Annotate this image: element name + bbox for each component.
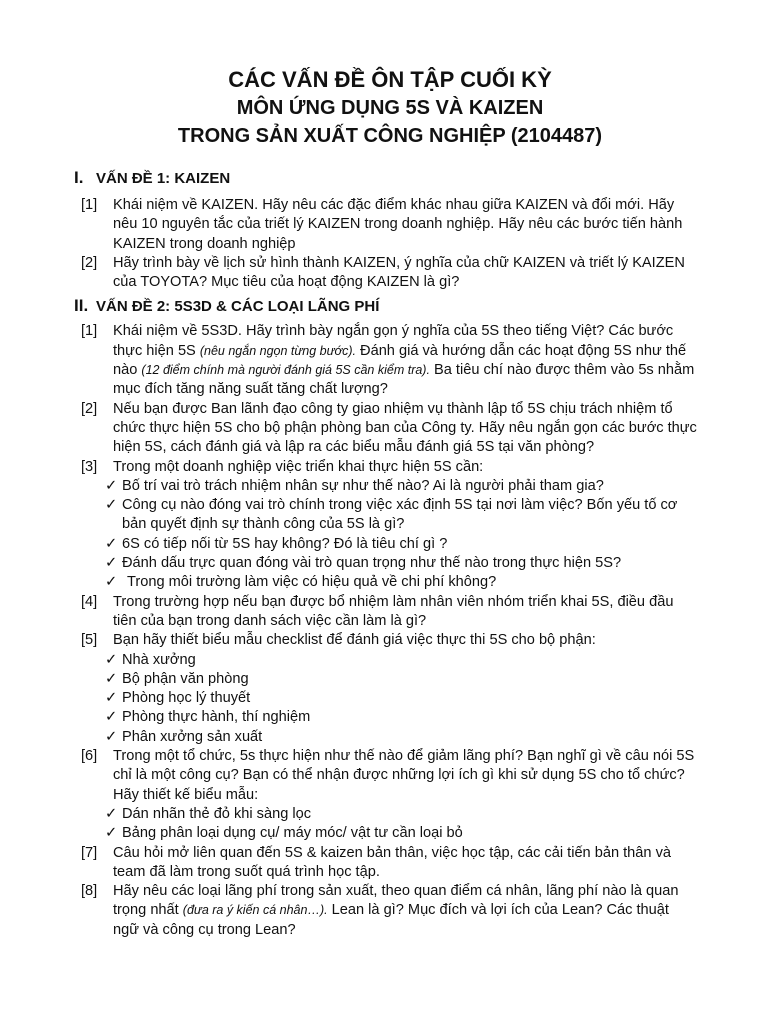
checklist-item [105, 805, 698, 824]
checklist-item [105, 708, 698, 727]
question-number: [7] [81, 844, 98, 861]
check-icon: ✓ [105, 651, 118, 668]
question-number: [4] [81, 593, 98, 610]
check-icon: ✓ [105, 690, 118, 707]
checklist-text: Dán nhãn thẻ đỏ khi sàng lọc [122, 805, 312, 822]
question-text: Trong một tổ chức, 5s thực hiện như thế nào để giảm lãng phí? Bạn nghĩ gì về câu nói 5S chỉ là một công cụ? Bạn có thể nhận được những lợi ích gì khi sử dụng 5S cho tổ chức? Hãy thiết kế biểu mẫu: [113, 748, 695, 803]
checklist-text: Phòng học lý thuyết [122, 690, 251, 707]
checklist-text: Đánh dấu trực quan đóng vài trò quan trọng như thế nào trong thực hiện 5S? [122, 555, 622, 572]
question-number: [3] [81, 458, 98, 475]
question-text: Khái niệm về KAIZEN. Hãy nêu các đặc điểm khác nhau giữa KAIZEN và đổi mới. Hãy nêu 10 nguyên tắc của triết lý KAIZEN trong doanh nghiệp. Hãy nêu các bước tiến hành KAIZEN trong doanh nghiệp [113, 197, 683, 252]
checklist-item [105, 670, 698, 689]
question-number: [1] [81, 197, 98, 213]
checklist-text: 6S có tiếp nối từ 5S hay không? Đó là tiêu chí gì ? [122, 535, 448, 552]
section-2-questions [74, 322, 698, 940]
question-text-part-1: Khái niệm về 5S3D. Hãy trình bày ngắn gọn ý nghĩa của 5S theo tiếng Việt? Các bước thực hiện 5S [113, 323, 674, 359]
checklist-text: Công cụ nào đóng vai trò chính trong việc xác định 5S tại nơi làm việc? Bốn yếu tố cơ bản quyết định sự thành công của 5S là gì? [122, 497, 678, 533]
checklist-item [105, 477, 698, 496]
title-line-1: CÁC VẤN ĐỀ ÔN TẬP CUỐI KỲ [228, 67, 552, 92]
question-text: Câu hỏi mở liên quan đến 5S & kaizen bản thân, việc học tập, các cải tiến bản thân và team đã làm trong suốt quá trình học tập. [113, 844, 672, 880]
question-note-1: (nêu ngắn ngọn từng bước). [199, 343, 356, 358]
question-text: Bạn hãy thiết biểu mẫu checklist để đánh giá việc thực thi 5S cho bộ phận: [113, 632, 596, 649]
question-2-8 [74, 882, 698, 940]
question-number: [6] [81, 748, 98, 765]
section-1-number: I. [74, 168, 84, 187]
question-1-2 [74, 254, 698, 293]
section-2-heading [74, 296, 698, 316]
question-number: [8] [81, 883, 98, 900]
check-icon: ✓ [105, 535, 118, 552]
question-number: [2] [81, 254, 98, 271]
question-note-2: (12 điểm chính mà người đánh giá 5S cần kiểm tra). [141, 363, 430, 378]
question-note: (đưa ra ý kiến cá nhân…). [182, 903, 328, 918]
check-icon: ✓ [105, 825, 118, 842]
checklist-text: Trong môi trường làm việc có hiệu quả về chi phí không? [127, 574, 497, 591]
question-number: [1] [81, 323, 98, 340]
question-text: Trong một doanh nghiệp việc triển khai thực hiện 5S cần: [113, 458, 484, 475]
question-text [113, 322, 698, 399]
question-2-6-checklist [105, 805, 698, 844]
checklist-item [105, 535, 698, 554]
question-text: Hãy trình bày về lịch sử hình thành KAIZEN, ý nghĩa của chữ KAIZEN và triết lý KAIZEN của TOYOTA? Mục tiêu của hoạt động KAIZEN là gì? [113, 254, 685, 291]
section-1-questions [74, 196, 698, 292]
question-2-7 [74, 844, 698, 883]
check-icon: ✓ [105, 728, 118, 745]
question-2-5-checklist [105, 651, 698, 747]
checklist-item [105, 573, 698, 592]
checklist-text: Bố trí vai trò trách nhiệm nhân sự như thế nào? Ai là người phải tham gia? [122, 477, 604, 494]
question-text: Nếu bạn được Ban lãnh đạo công ty giao nhiệm vụ thành lập tổ 5S chịu trách nhiệm tổ chức thực hiện 5S cho bộ phận phòng ban của Công ty. Hãy nêu ngắn gọn các bước thực hiện 5S, cách đánh giá và lập ra các biểu mẫu đánh giá 5S tại văn phòng? [113, 400, 697, 456]
question-text-part-2: Lean là gì? Mục đích và lợi ích của Lean? Các thuật ngữ và công cụ trong Lean? [113, 902, 669, 938]
section-1-title: VẤN ĐỀ 1: KAIZEN [96, 170, 231, 187]
checklist-item [105, 728, 698, 747]
question-text: Trong trường hợp nếu bạn được bổ nhiệm làm nhân viên nhóm triển khai 5S, điều đầu tiên của bạn trong danh sách việc cần làm là gì? [113, 593, 674, 629]
question-number: [5] [81, 632, 98, 649]
checklist-text: Phòng thực hành, thí nghiệm [122, 709, 311, 726]
checklist-item [105, 554, 698, 573]
section-1-heading [74, 168, 698, 188]
question-text-part-1: Hãy nêu các loại lãng phí trong sản xuất, theo quan điểm cá nhân, lãng phí nào là quan trọng nhất [113, 883, 679, 919]
check-icon: ✓ [105, 709, 118, 726]
checklist-text: Phân xưởng sản xuất [122, 728, 263, 745]
question-2-5 [74, 631, 698, 650]
section-2-title: VẤN ĐỀ 2: 5S3D & CÁC LOẠI LÃNG PHÍ [96, 298, 380, 316]
question-2-2 [74, 400, 698, 458]
checklist-item [105, 689, 698, 708]
checklist-text: Bộ phận văn phòng [122, 670, 249, 687]
question-2-4 [74, 593, 698, 632]
check-icon: ✓ [105, 805, 118, 822]
question-text [113, 882, 698, 940]
checklist-text: Nhà xưởng [122, 651, 196, 668]
question-text-part-2: Đánh giá và hướng dẫn các hoạt động 5S như thế nào [113, 342, 687, 379]
check-icon: ✓ [105, 574, 118, 591]
question-1-1 [74, 196, 698, 254]
checklist-item [105, 651, 698, 670]
checklist-item [105, 824, 698, 843]
question-2-6 [74, 747, 698, 805]
question-2-1 [74, 322, 698, 399]
title-line-2: MÔN ỨNG DỤNG 5S VÀ KAIZEN [236, 97, 544, 119]
check-icon: ✓ [105, 497, 118, 514]
checklist-text: Bảng phân loại dụng cụ/ máy móc/ vật tư cần loại bỏ [122, 825, 463, 842]
checklist-item [105, 496, 698, 535]
check-icon: ✓ [105, 477, 118, 494]
title-line-3: TRONG SẢN XUẤT CÔNG NGHIỆP (2104487) [177, 125, 603, 147]
question-number: [2] [81, 400, 98, 417]
question-2-3-checklist [105, 477, 698, 593]
section-2-number: II. [74, 296, 89, 316]
check-icon: ✓ [105, 555, 118, 572]
title-block [74, 66, 698, 150]
check-icon: ✓ [105, 670, 118, 687]
question-text-part-3: Ba tiêu chí nào được thêm vào 5s nhằm mục đích tăng năng suất tăng chất lượng? [113, 362, 695, 398]
question-2-3 [74, 458, 698, 477]
